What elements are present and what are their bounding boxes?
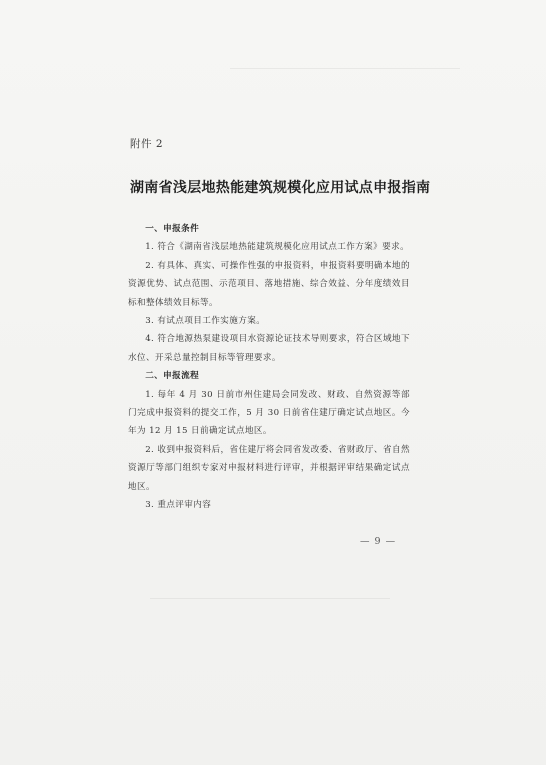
scan-artifact-top [230,68,460,69]
condition-item-3: 3. 有试点项目工作实施方案。 [145,316,266,327]
document-body [128,220,410,515]
section-heading-conditions: 一、申报条件 [145,224,200,234]
process-item-2: 2. 收到申报资料后，省住建厅将会同省发改委、省财政厅、省自然资源厅等部门组织专家对申报材料进行评审，并根据评审结果确定试点地区。 [128,444,410,492]
condition-item-4: 4. 符合地源热泵建设项目水资源论证技术导则要求，符合区域地下水位、开采总量控制目标等管理要求。 [128,334,410,363]
attachment-label: 附件 2 [130,138,164,150]
condition-item-2: 2. 有具体、真实、可操作性强的申报资料，申报资料要明确本地的资源优势、试点范围、示范项目、落地措施、综合效益、分年度绩效目标和整体绩效目标等。 [128,260,410,308]
section-heading-process: 二、申报流程 [145,371,200,382]
scan-artifact-bottom [150,598,390,599]
process-item-1: 1. 每年 4 月 30 日前市州住建局会同发改、财政、自然资源等部门完成申报资料的提交工作，5 月 30 日前省住建厅确定试点地区。今年为 12 月 15 日前确定试点地区。 [128,389,410,437]
condition-item-1: 1. 符合《湖南省浅层地热能建筑规模化应用试点工作方案》要求。 [145,242,410,253]
page-number: — 9 — [360,536,397,547]
document-title: 湖南省浅层地热能建筑规模化应用试点申报指南 [130,180,431,196]
process-item-3: 3. 重点评审内容 [145,500,212,511]
